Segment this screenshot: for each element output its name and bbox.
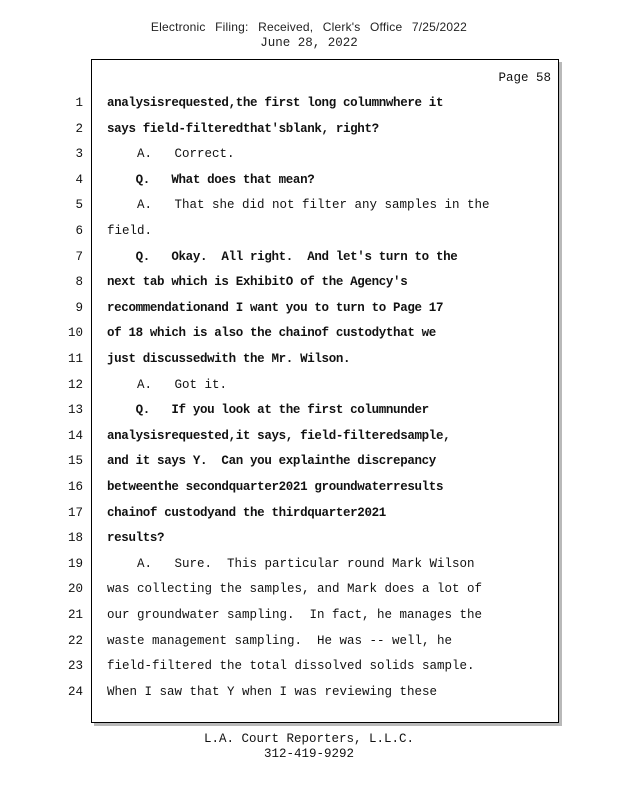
transcript-line (0, 531, 618, 557)
line-number: 14 (67, 428, 83, 443)
court-reporter-phone: 312-419-9292 (263, 747, 354, 761)
transcript-line (0, 96, 618, 122)
line-number: 4 (75, 172, 83, 187)
transcript-line (0, 301, 618, 327)
court-reporter-name: L.A. Court Reporters, L.L.C. (203, 732, 415, 746)
line-number: 7 (75, 249, 83, 264)
line-text: Q. What does that mean? (107, 172, 315, 187)
line-text: field-filtered the total dissolved solids sample. (107, 659, 475, 674)
line-text: next tab which is ExhibitO of the Agency's (107, 275, 408, 290)
transcript-line (0, 352, 618, 378)
transcript-line (0, 326, 618, 352)
line-text: Q. Okay. All right. And let's turn to the (107, 249, 458, 264)
transcript-line (0, 608, 618, 634)
transcript-line (0, 480, 618, 506)
line-number: 15 (67, 454, 83, 469)
line-text: says field-filteredthat'sblank, right? (107, 121, 379, 136)
deposition-date: June 28, 2022 (260, 36, 358, 50)
line-text: Q. If you look at the first columnunder (107, 403, 429, 418)
line-number: 5 (75, 198, 83, 213)
line-text: When I saw that Y when I was reviewing these (107, 684, 438, 699)
line-text: A. Got it. (107, 377, 228, 392)
line-text: A. That she did not filter any samples in the (107, 198, 490, 213)
transcript-line (0, 378, 618, 404)
line-text: was collecting the samples, and Mark does a lot of (107, 582, 483, 597)
line-number: 21 (67, 608, 83, 622)
line-text: betweenthe secondquarter2021 groundwaterresults (107, 480, 444, 494)
transcript-line (0, 275, 618, 301)
line-number: 19 (67, 556, 83, 571)
line-text: our groundwater sampling. In fact, he manages the (107, 608, 483, 622)
line-number: 3 (75, 147, 83, 162)
line-text: chainof custodyand the thirdquarter2021 (107, 505, 386, 520)
transcript-line (0, 634, 618, 660)
transcript-line (0, 173, 618, 199)
line-text: A. Correct. (107, 147, 235, 162)
line-number: 1 (75, 96, 83, 110)
line-number: 24 (67, 684, 83, 699)
transcript-line (0, 557, 618, 583)
line-number: 6 (75, 224, 83, 238)
line-text: of 18 which is also the chainof custodythat we (107, 326, 436, 341)
electronic-filing-stamp: Electronic Filing: Received, Clerk's Office 7/25/2022 (150, 20, 468, 34)
line-number: 2 (75, 121, 83, 136)
line-text: analysisrequested,the first long columnwhere it (107, 96, 444, 110)
line-number: 8 (75, 275, 83, 290)
transcript-line (0, 250, 618, 276)
line-number: 23 (67, 659, 83, 674)
line-text: A. Sure. This particular round Mark Wilson (107, 556, 475, 571)
transcript-line (0, 147, 618, 173)
line-text: and it says Y. Can you explainthe discrepancy (107, 454, 436, 469)
transcript-line (0, 582, 618, 608)
transcript-line (0, 198, 618, 224)
line-number: 16 (67, 480, 83, 494)
transcript-line (0, 122, 618, 148)
transcript-line (0, 429, 618, 455)
line-text: waste management sampling. He was -- well, he (107, 633, 453, 648)
line-number: 18 (67, 531, 83, 546)
transcript-line (0, 506, 618, 532)
line-number: 20 (67, 582, 83, 597)
line-text: analysisrequested,it says, field-filteredsample, (107, 428, 451, 443)
line-number: 11 (67, 352, 83, 366)
transcript-line (0, 685, 618, 711)
line-number: 17 (67, 505, 83, 520)
transcript-line (0, 659, 618, 685)
line-number: 9 (75, 300, 83, 315)
transcript-line (0, 224, 618, 250)
line-text: just discussedwith the Mr. Wilson. (107, 352, 351, 366)
page-number: Page 58 (498, 71, 551, 85)
line-number: 22 (67, 633, 83, 648)
line-number: 13 (67, 403, 83, 418)
transcript-line (0, 454, 618, 480)
line-text: results? (107, 531, 165, 546)
line-text: recommendationand I want you to turn to Page 17 (107, 300, 444, 315)
line-text: field. (107, 224, 153, 238)
transcript-line (0, 403, 618, 429)
line-number: 12 (67, 377, 83, 392)
line-number: 10 (67, 326, 83, 341)
